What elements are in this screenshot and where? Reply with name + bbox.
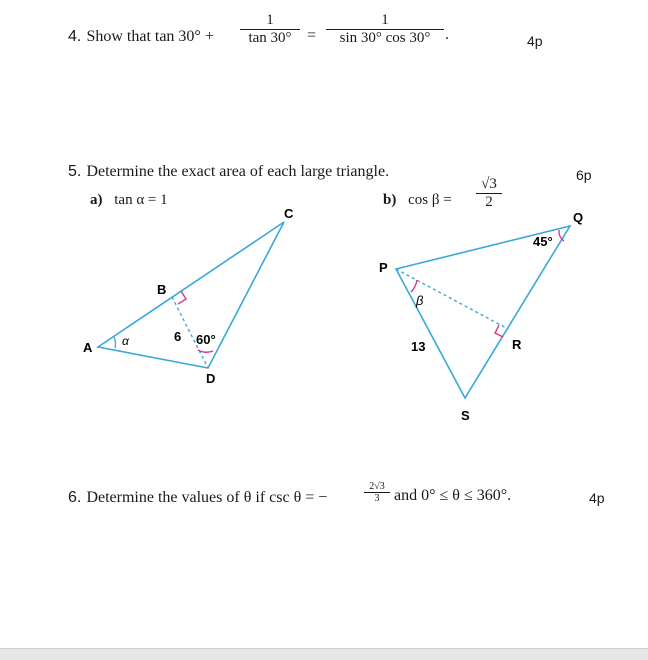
q4-frac2-denominator: sin 30° cos 30° bbox=[339, 30, 431, 46]
q5b-label: b) bbox=[383, 192, 397, 208]
vertex-a-label: A bbox=[83, 340, 93, 355]
triangle-b-45-arc bbox=[559, 230, 564, 241]
q5b-condition: cos β = bbox=[408, 192, 452, 208]
q6-frac-numerator: 2√3 bbox=[369, 481, 385, 492]
triangle-a-alpha-arc bbox=[114, 337, 115, 348]
q6-number: 6. bbox=[68, 489, 82, 506]
q4-prefix: Show that tan 30° + bbox=[86, 28, 214, 45]
vertex-c-label: C bbox=[284, 206, 294, 221]
side-ps-label: 13 bbox=[411, 339, 426, 354]
q5-text: Determine the exact area of each large triangle. bbox=[86, 163, 390, 180]
alpha-label: α bbox=[122, 334, 129, 348]
q4-frac1-numerator: 1 bbox=[266, 12, 274, 28]
q4-equals: = bbox=[307, 27, 317, 44]
q6-fraction bbox=[364, 481, 390, 504]
triangle-b-right-angle-mark bbox=[495, 325, 503, 337]
q5a-condition: tan α = 1 bbox=[114, 192, 168, 208]
q6-points: 4p bbox=[589, 490, 605, 506]
q5b-frac-numerator: √3 bbox=[481, 176, 497, 192]
q6-text-a: Determine the values of θ if csc θ = − bbox=[86, 489, 328, 506]
bottom-scroll-strip bbox=[0, 648, 648, 660]
triangle-b-beta-arc bbox=[411, 280, 417, 292]
q4-period: . bbox=[445, 26, 449, 43]
q5b-frac-denominator: 2 bbox=[485, 194, 493, 210]
vertex-d-label: D bbox=[206, 371, 216, 386]
q4-points: 4p bbox=[527, 33, 543, 49]
q5-points: 6p bbox=[576, 167, 592, 183]
q6-frac-denominator: 3 bbox=[374, 493, 380, 504]
q4-frac2-numerator: 1 bbox=[381, 12, 389, 28]
q6-text-b: and 0° ≤ θ ≤ 360°. bbox=[394, 487, 512, 504]
triangle-b-outline bbox=[396, 226, 570, 398]
vertex-q-label: Q bbox=[573, 210, 584, 225]
triangle-a bbox=[83, 206, 294, 386]
beta-label: β bbox=[416, 293, 424, 308]
vertex-p-label: P bbox=[379, 260, 388, 275]
q5a-label: a) bbox=[90, 192, 103, 208]
vertex-r-label: R bbox=[512, 337, 522, 352]
q6-statement bbox=[68, 487, 327, 507]
q4-frac1-denominator: tan 30° bbox=[248, 30, 292, 46]
triangle-b bbox=[379, 210, 583, 423]
vertex-s-label: S bbox=[461, 408, 470, 423]
q4-number: 4. bbox=[68, 28, 82, 45]
vertex-b-label: B bbox=[157, 282, 167, 297]
angle-q-label: 45° bbox=[533, 234, 553, 249]
side-bd-label: 6 bbox=[174, 329, 182, 344]
q5-number: 5. bbox=[68, 163, 82, 180]
angle-d-label: 60° bbox=[196, 332, 216, 347]
